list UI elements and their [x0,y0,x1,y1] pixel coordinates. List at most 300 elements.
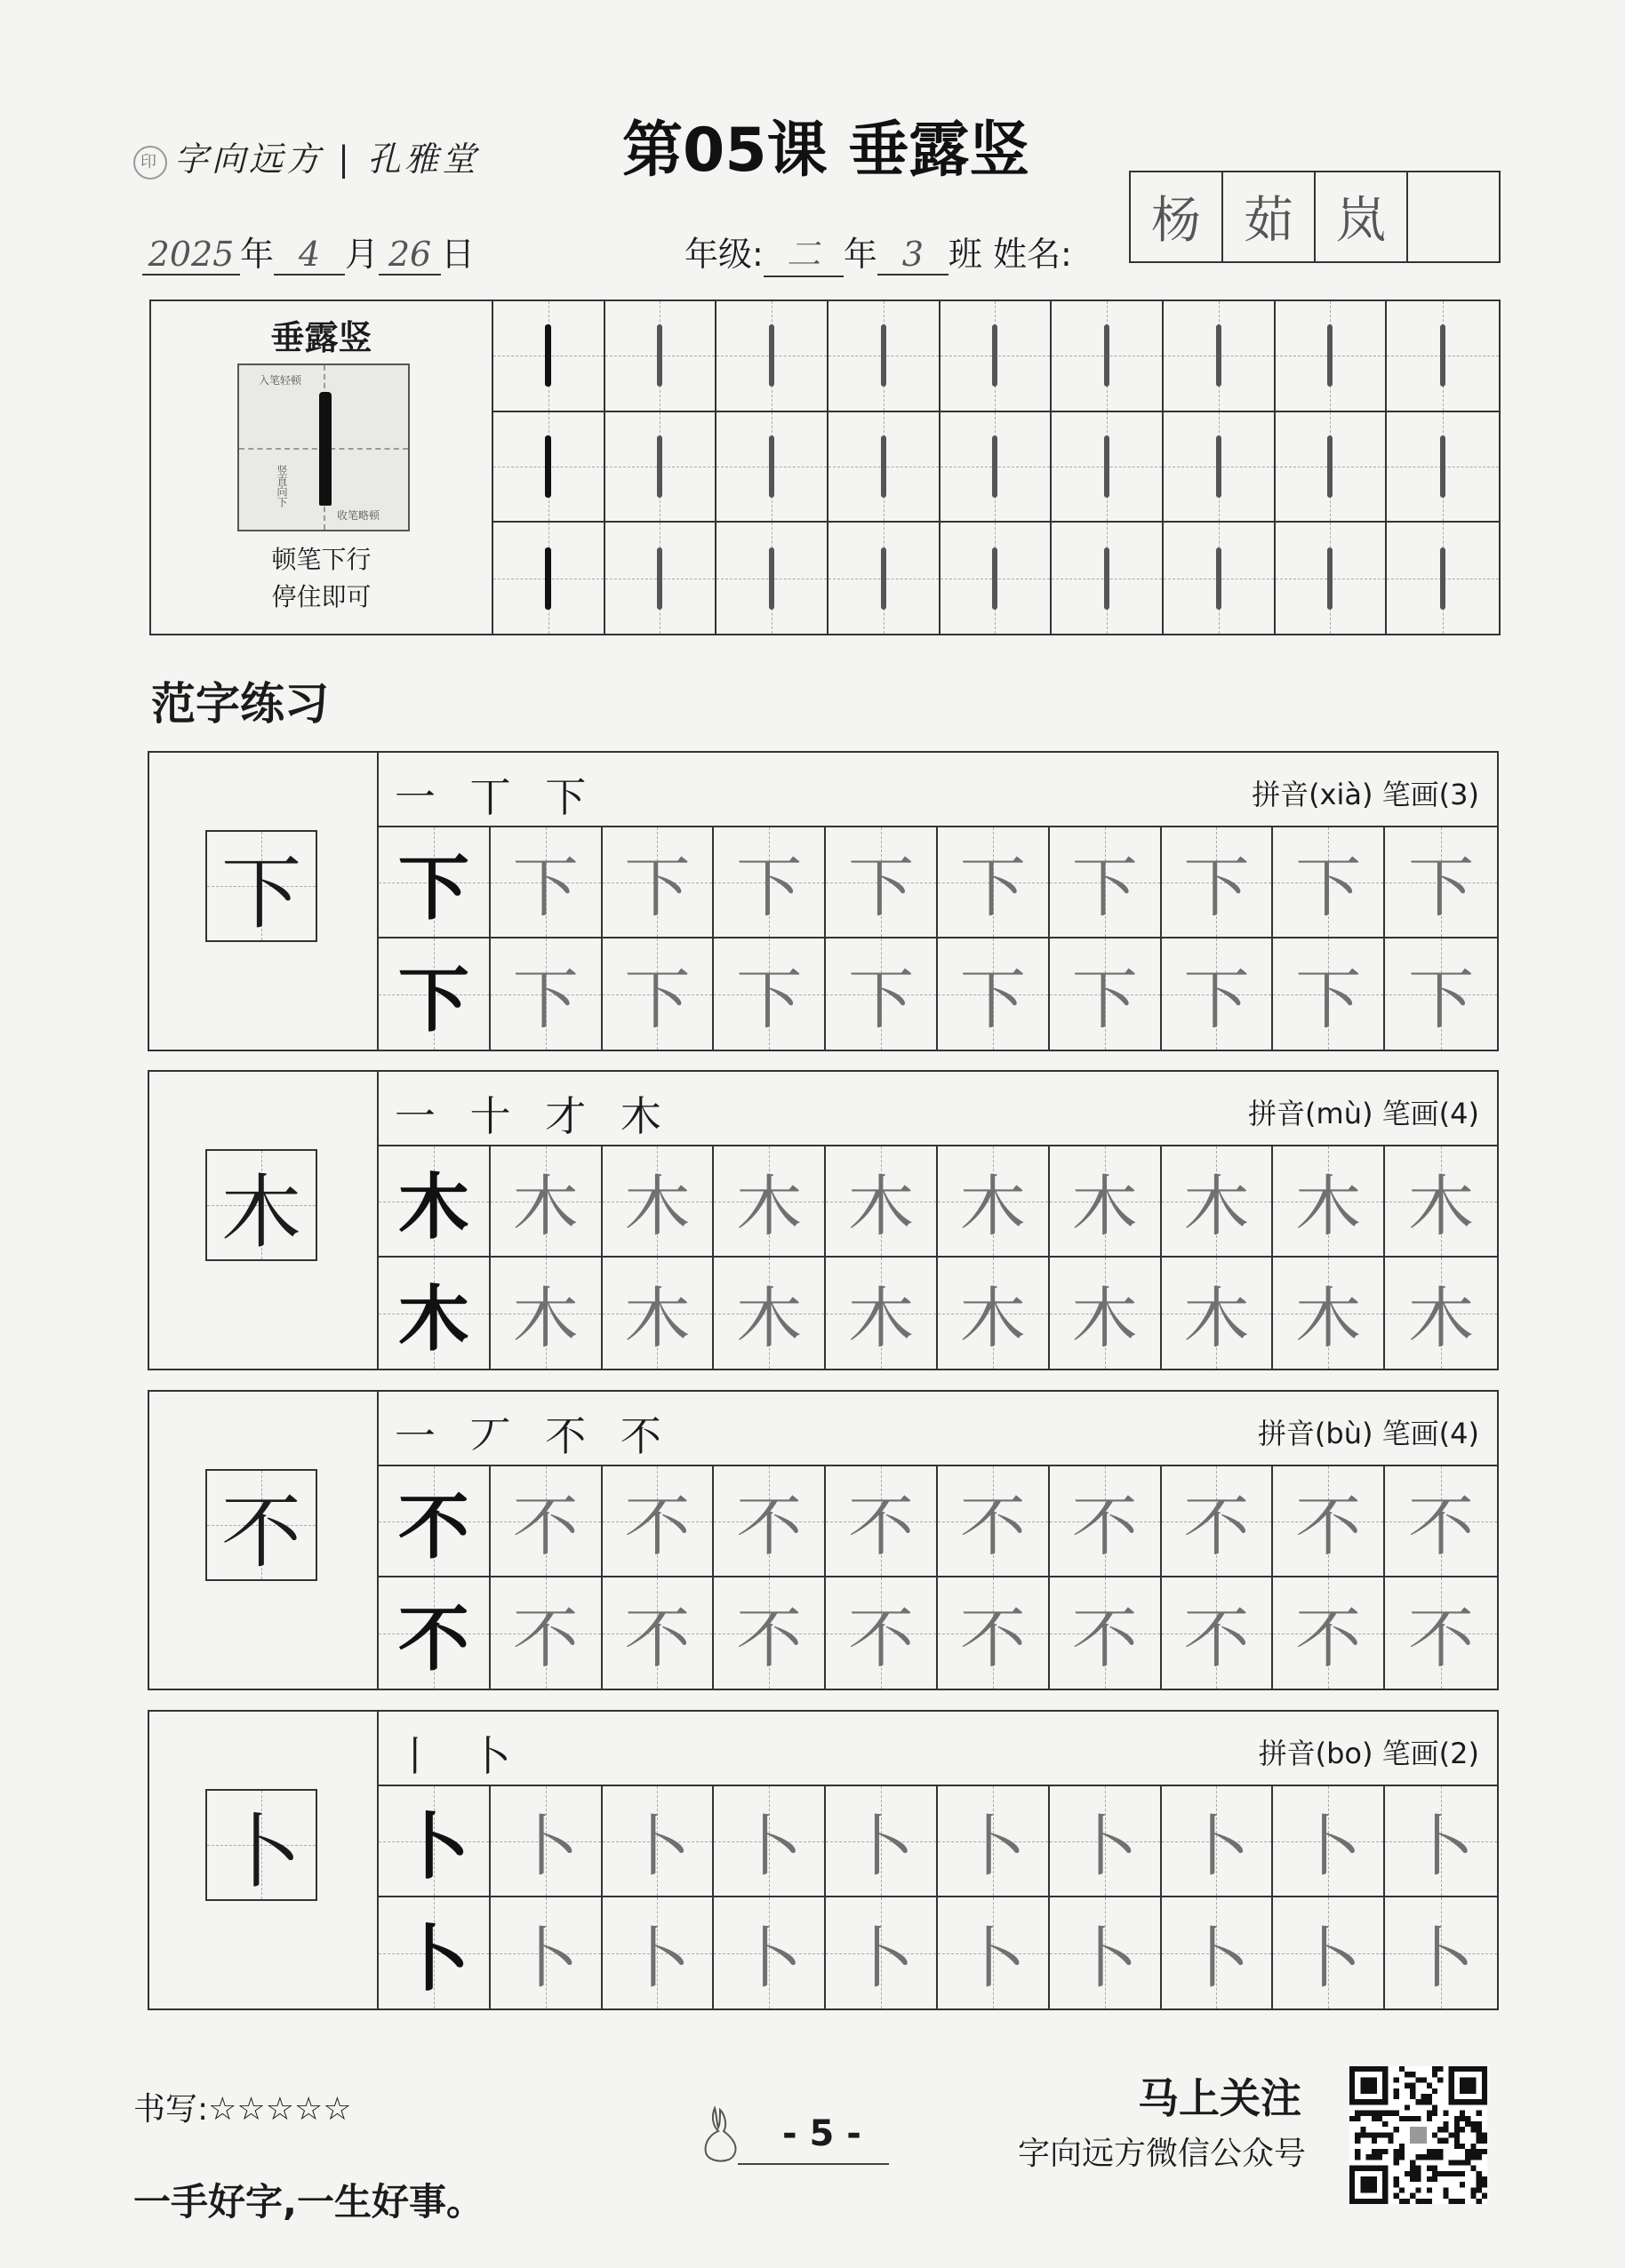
character-practice-cell[interactable] [826,1897,938,2008]
class-field[interactable]: 3 [877,235,949,276]
character-practice-cell[interactable] [714,827,826,938]
character-practice-cell[interactable] [938,938,1050,1050]
stroke-practice-cell[interactable] [941,523,1053,634]
model-character: 卜 [397,1805,469,1889]
demo-note: 竖直向下 [276,465,288,507]
character-practice-cell[interactable] [1162,1146,1274,1258]
traced-character: 卜 [848,1808,915,1885]
character-practice-cell[interactable] [1050,1258,1162,1369]
stroke-practice-cell[interactable] [1387,412,1499,523]
character-sample-box [205,1149,317,1261]
stroke-practice-cell[interactable] [716,301,829,412]
character-practice-cell[interactable] [714,1897,826,2008]
traced-character: 不 [512,1488,579,1565]
stroke-count-label: 笔画(4) [1381,1417,1479,1450]
character-practice-cell[interactable] [603,1146,715,1258]
character-practice-cell[interactable] [1273,1146,1385,1258]
character-writing-grid [379,1786,1497,2008]
stroke-practice-cell[interactable] [1276,301,1388,412]
character-practice-cell[interactable] [1385,938,1497,1050]
traced-character: 下 [1408,961,1475,1038]
character-practice-cell[interactable] [1385,1146,1497,1258]
vertical-stroke-mark [1216,324,1221,387]
character-practice-cell[interactable] [379,827,491,938]
stroke-practice-cell[interactable] [829,301,941,412]
character-practice-cell[interactable] [1385,827,1497,938]
traced-character: 下 [1071,849,1138,926]
character-practice-cell[interactable] [1385,1897,1497,2008]
character-practice-cell[interactable] [714,1786,826,1897]
vertical-stroke-mark [545,435,551,498]
character-practice-cell[interactable] [826,1258,938,1369]
stroke-practice-cell[interactable] [716,523,829,634]
traced-character: 木 [848,1168,915,1245]
day-field[interactable]: 26 [379,235,441,276]
character-practice-cell[interactable] [714,938,826,1050]
stroke-order: 丨 卜 [395,1732,522,1780]
traced-character: 木 [512,1280,579,1357]
stroke-practice-cell[interactable] [1276,523,1388,634]
traced-character: 卜 [1295,1920,1362,1997]
traced-character: 卜 [736,1920,803,1997]
name-box [1129,171,1501,263]
character-practice-cell[interactable] [491,1897,603,2008]
traced-character: 下 [1295,961,1362,1038]
character-practice-block [148,1710,1499,2010]
model-character: 木 [397,1277,469,1361]
pinyin-label: 拼音(mù) [1248,1097,1373,1130]
traced-character: 下 [1183,961,1250,1038]
stroke-count-label: 笔画(3) [1381,778,1479,811]
character-practice-cell[interactable] [379,1786,491,1897]
traced-character: 下 [848,961,915,1038]
traced-character: 不 [1408,1600,1475,1677]
traced-character: 下 [624,849,691,926]
character-practice-cell[interactable] [1050,1897,1162,2008]
character-practice-cell[interactable] [714,1258,826,1369]
character-sample-panel [149,1392,379,1689]
character-practice-cell[interactable] [1050,827,1162,938]
character-practice-cell[interactable] [826,827,938,938]
traced-character: 下 [959,961,1026,1038]
model-character: 卜 [397,1917,469,2000]
character-practice-cell[interactable] [603,1258,715,1369]
vertical-stroke-mark [769,324,774,387]
character-header [379,753,1497,827]
traced-character: 下 [736,849,803,926]
vertical-stroke-mark [769,435,774,498]
traced-character: 木 [1295,1168,1362,1245]
stroke-practice-cell[interactable] [1052,523,1164,634]
traced-character: 卜 [1408,1920,1475,1997]
traced-character: 木 [736,1280,803,1357]
traced-character: 木 [1408,1280,1475,1357]
character-practice-block [148,1390,1499,1690]
character-practice-cell[interactable] [603,1577,715,1689]
traced-character: 下 [1071,961,1138,1038]
stroke-practice-cell[interactable] [493,523,605,634]
traced-character: 卜 [1183,1808,1250,1885]
traced-character: 木 [1183,1168,1250,1245]
stroke-practice-cell[interactable] [1164,412,1276,523]
traced-character: 下 [1295,849,1362,926]
character-practice-cell[interactable] [603,938,715,1050]
character-practice-cell[interactable] [1162,1258,1274,1369]
character-sample-panel [149,753,379,1050]
demo-note: 入笔轻顿 [259,374,302,387]
traced-character: 木 [959,1280,1026,1357]
stroke-practice-cell[interactable] [493,301,605,412]
stroke-count-label: 笔画(2) [1381,1737,1479,1770]
character-practice-cell[interactable] [1273,827,1385,938]
stroke-count-label: 笔画(4) [1381,1097,1479,1130]
traced-character: 不 [736,1488,803,1565]
model-character: 不 [397,1485,469,1569]
vertical-stroke-mark [881,547,886,610]
character-practice-cell[interactable] [491,827,603,938]
stroke-practice-cell[interactable] [605,412,717,523]
character-practice-cell[interactable] [1162,827,1274,938]
character-practice-cell[interactable] [1273,1577,1385,1689]
traced-character: 卜 [1071,1920,1138,1997]
traced-character: 下 [1183,849,1250,926]
rating-label: 书写: [133,2091,209,2128]
stroke-practice-cell[interactable] [941,412,1053,523]
character-sample-box [205,830,317,942]
traced-character: 下 [959,849,1026,926]
stroke-demo-box [237,363,410,531]
traced-character: 不 [848,1600,915,1677]
character-practice-cell[interactable] [379,1577,491,1689]
character-practice-cell[interactable] [938,1786,1050,1897]
traced-character: 不 [624,1488,691,1565]
class-info [684,227,1072,277]
traced-character: 卜 [1071,1808,1138,1885]
character-practice-cell[interactable] [938,1258,1050,1369]
traced-character: 不 [1183,1488,1250,1565]
traced-character: 下 [512,849,579,926]
month-suffix: 月 [345,235,380,274]
character-practice-cell[interactable] [826,1146,938,1258]
vertical-stroke-mark [545,547,551,610]
traced-character: 卜 [624,1808,691,1885]
traced-character: 卜 [512,1920,579,1997]
character-practice-cell[interactable] [1050,1466,1162,1577]
character-practice-cell[interactable] [1385,1466,1497,1577]
stroke-practice-cell[interactable] [605,523,717,634]
character-sample-panel [149,1712,379,2008]
character-writing-grid [379,1146,1497,1369]
character-practice-cell[interactable] [379,1897,491,2008]
page-number-text: - 5 - [782,2113,861,2154]
stroke-name: 垂露竖 [270,318,372,357]
vertical-stroke-mark [1327,435,1333,498]
character-header [379,1392,1497,1466]
traced-character: 下 [1408,849,1475,926]
traced-character: 不 [624,1600,691,1677]
character-practice-cell[interactable] [938,1897,1050,2008]
name-cell[interactable]: 茹 [1223,172,1316,261]
character-practice-cell[interactable] [1385,1786,1497,1897]
vertical-stroke-mark [1104,547,1109,610]
stroke-demo-panel [151,301,493,634]
grade-suffix: 年 [843,235,877,274]
stroke-tip [151,541,492,616]
traced-character: 卜 [1183,1920,1250,1997]
name-cell[interactable] [1408,172,1499,261]
stroke-order: 一 十 才 木 [395,1092,672,1140]
pinyin-label: 拼音(bù) [1257,1417,1373,1450]
character-info [1259,1731,1479,1772]
character-practice-cell[interactable] [1162,1577,1274,1689]
character-practice-cell[interactable] [491,1786,603,1897]
day-suffix: 日 [441,235,476,274]
demo-note: 收笔略顿 [337,509,380,522]
traced-character: 卜 [624,1920,691,1997]
qr-code-icon[interactable] [1349,2066,1487,2204]
traced-character: 木 [736,1168,803,1245]
model-character: 下 [397,958,469,1042]
character-practice-cell[interactable] [1273,938,1385,1050]
character-practice-cell[interactable] [491,1258,603,1369]
vertical-stroke-mark [1440,324,1445,387]
vertical-stroke-mark [1327,324,1333,387]
vertical-stroke-mark [1440,547,1445,610]
traced-character: 不 [848,1488,915,1565]
stroke-writing-grid [493,301,1499,634]
character-sample-box [205,1789,317,1901]
sample-character: 卜 [221,1806,301,1899]
character-practice-cell[interactable] [826,1466,938,1577]
character-practice-cell[interactable] [826,1786,938,1897]
traced-character: 下 [736,961,803,1038]
character-practice-cell[interactable] [603,1466,715,1577]
character-info [1258,1411,1479,1452]
vertical-stroke-mark [1104,324,1109,387]
stroke-practice-cell[interactable] [1052,301,1164,412]
traced-character: 不 [959,1488,1026,1565]
character-practice-cell[interactable] [491,1466,603,1577]
traced-character: 木 [959,1168,1026,1245]
character-practice-cell[interactable] [1050,938,1162,1050]
traced-character: 卜 [512,1808,579,1885]
traced-character: 木 [848,1280,915,1357]
character-practice-cell[interactable] [1162,938,1274,1050]
date-line [142,227,475,276]
traced-character: 不 [1295,1488,1362,1565]
page-number [711,2113,889,2167]
stroke-practice-cell[interactable] [1387,301,1499,412]
stroke-practice-cell[interactable] [1276,412,1388,523]
stroke-practice-cell[interactable] [829,412,941,523]
character-header [379,1072,1497,1146]
character-practice-cell[interactable] [603,1786,715,1897]
vertical-stroke-mark [992,324,997,387]
year-field[interactable]: 2025 [142,235,240,276]
character-writing-grid [379,1466,1497,1689]
stroke-tip-line: 顿笔下行 [271,545,372,574]
character-practice-cell[interactable] [1385,1577,1497,1689]
vertical-stroke-mark [881,324,886,387]
vertical-stroke-mark [1216,435,1221,498]
traced-character: 下 [624,961,691,1038]
stroke-order: 一 丅 下 [395,773,597,821]
character-practice-block [148,751,1499,1051]
sample-character: 不 [221,1486,301,1579]
character-header [379,1712,1497,1786]
page-title: 第05课 垂露竖 [622,116,1030,186]
traced-character: 卜 [736,1808,803,1885]
sample-character: 下 [221,847,301,940]
character-practice-cell[interactable] [379,1466,491,1577]
traced-character: 木 [512,1168,579,1245]
character-practice-cell[interactable] [938,1466,1050,1577]
vertical-stroke-mark [1440,435,1445,498]
stroke-practice-cell[interactable] [1164,523,1276,634]
vertical-stroke-mark [881,435,886,498]
vertical-stroke-mark [657,435,662,498]
traced-character: 不 [1071,1600,1138,1677]
character-practice-cell[interactable] [379,1258,491,1369]
character-practice-cell[interactable] [1273,1466,1385,1577]
character-practice-cell[interactable] [938,1577,1050,1689]
traced-character: 木 [624,1168,691,1245]
grade-field[interactable]: 二 [764,227,844,277]
traced-character: 卜 [959,1808,1026,1885]
traced-character: 木 [1295,1280,1362,1357]
traced-character: 不 [1295,1600,1362,1677]
vertical-stroke-mark [657,547,662,610]
traced-character: 木 [624,1280,691,1357]
vertical-stroke-mark [1327,547,1333,610]
follow-text: 马上关注 [1138,2074,1301,2122]
character-practice-cell[interactable] [1273,1786,1385,1897]
brand-logo [133,132,479,180]
character-practice-cell[interactable] [1050,1577,1162,1689]
traced-character: 不 [736,1600,803,1677]
traced-character: 卜 [959,1920,1026,1997]
character-practice-cell[interactable] [491,938,603,1050]
name-cell[interactable]: 杨 [1131,172,1223,261]
traced-character: 木 [1071,1168,1138,1245]
brand-logo-text: 字向远方 | 孔雅堂 [174,140,479,179]
character-practice-block [148,1070,1499,1370]
character-practice-cell[interactable] [938,1146,1050,1258]
traced-character: 下 [512,961,579,1038]
character-practice-cell[interactable] [379,1146,491,1258]
character-practice-cell[interactable] [714,1146,826,1258]
character-practice-cell[interactable] [491,1146,603,1258]
grade-label: 年级: [684,235,764,274]
model-character: 下 [397,846,469,930]
month-field[interactable]: 4 [274,235,345,276]
character-practice-cell[interactable] [1162,1897,1274,2008]
traced-character: 卜 [1408,1808,1475,1885]
character-practice-cell[interactable] [826,1577,938,1689]
pinyin-label: 拼音(xià) [1252,778,1373,811]
star-icons[interactable]: ☆☆☆☆☆ [208,2091,352,2128]
vertical-stroke-mark [657,324,662,387]
rabbit-icon [693,2104,747,2167]
stroke-practice-cell[interactable] [1052,412,1164,523]
character-practice-cell[interactable] [1050,1146,1162,1258]
account-text: 字向远方微信公众号 [1018,2136,1307,2172]
character-practice-cell[interactable] [714,1577,826,1689]
name-cell[interactable]: 岚 [1316,172,1408,261]
character-practice-cell[interactable] [714,1466,826,1577]
vertical-stroke-mark [992,547,997,610]
stroke-practice-cell[interactable] [829,523,941,634]
character-practice-cell[interactable] [603,1897,715,2008]
vertical-stroke-mark [1104,435,1109,498]
stroke-practice-cell[interactable] [716,412,829,523]
vertical-stroke-mark [992,435,997,498]
character-sample-panel [149,1072,379,1369]
motto: 一手好字,一生好事。 [133,2180,484,2224]
model-character: 不 [397,1597,469,1681]
character-practice-cell[interactable] [1273,1897,1385,2008]
stroke-practice-cell[interactable] [493,412,605,523]
practice-section-title: 范字练习 [151,678,329,730]
traced-character: 卜 [848,1920,915,1997]
stroke-tip-line: 停住即可 [271,582,372,611]
character-practice-cell[interactable] [1162,1466,1274,1577]
vertical-stroke-mark [769,547,774,610]
traced-character: 不 [1408,1488,1475,1565]
name-label: 姓名: [992,235,1072,274]
stroke-practice-cell[interactable] [941,301,1053,412]
model-character: 木 [397,1165,469,1249]
sample-character: 木 [221,1166,301,1259]
vertical-stroke-mark [1216,547,1221,610]
vertical-stroke-icon [319,392,332,506]
stroke-practice-cell[interactable] [1164,301,1276,412]
character-info [1248,1091,1479,1132]
stroke-practice-cell[interactable] [605,301,717,412]
pinyin-label: 拼音(bo) [1258,1737,1373,1770]
year-suffix: 年 [240,235,275,274]
traced-character: 卜 [1295,1808,1362,1885]
traced-character: 不 [1071,1488,1138,1565]
traced-character: 不 [512,1600,579,1677]
character-practice-cell[interactable] [1162,1786,1274,1897]
traced-character: 不 [1183,1600,1250,1677]
character-practice-cell[interactable] [379,938,491,1050]
stroke-practice-cell[interactable] [1387,523,1499,634]
character-info [1252,772,1479,813]
character-practice-cell[interactable] [938,827,1050,938]
character-practice-cell[interactable] [826,938,938,1050]
character-practice-cell[interactable] [1273,1258,1385,1369]
traced-character: 木 [1183,1280,1250,1357]
traced-character: 木 [1071,1280,1138,1357]
character-practice-cell[interactable] [603,827,715,938]
character-practice-cell[interactable] [491,1577,603,1689]
traced-character: 下 [848,849,915,926]
class-suffix: 班 [948,235,982,274]
character-practice-cell[interactable] [1385,1258,1497,1369]
rating [133,2084,352,2129]
character-writing-grid [379,827,1497,1050]
character-sample-box [205,1469,317,1581]
stroke-practice-block [149,299,1501,635]
traced-character: 木 [1408,1168,1475,1245]
seal-icon: 印 [133,146,167,180]
traced-character: 不 [959,1600,1026,1677]
vertical-stroke-mark [545,324,551,387]
character-practice-cell[interactable] [1050,1786,1162,1897]
stroke-order: 一 丆 不 不 [395,1412,672,1460]
